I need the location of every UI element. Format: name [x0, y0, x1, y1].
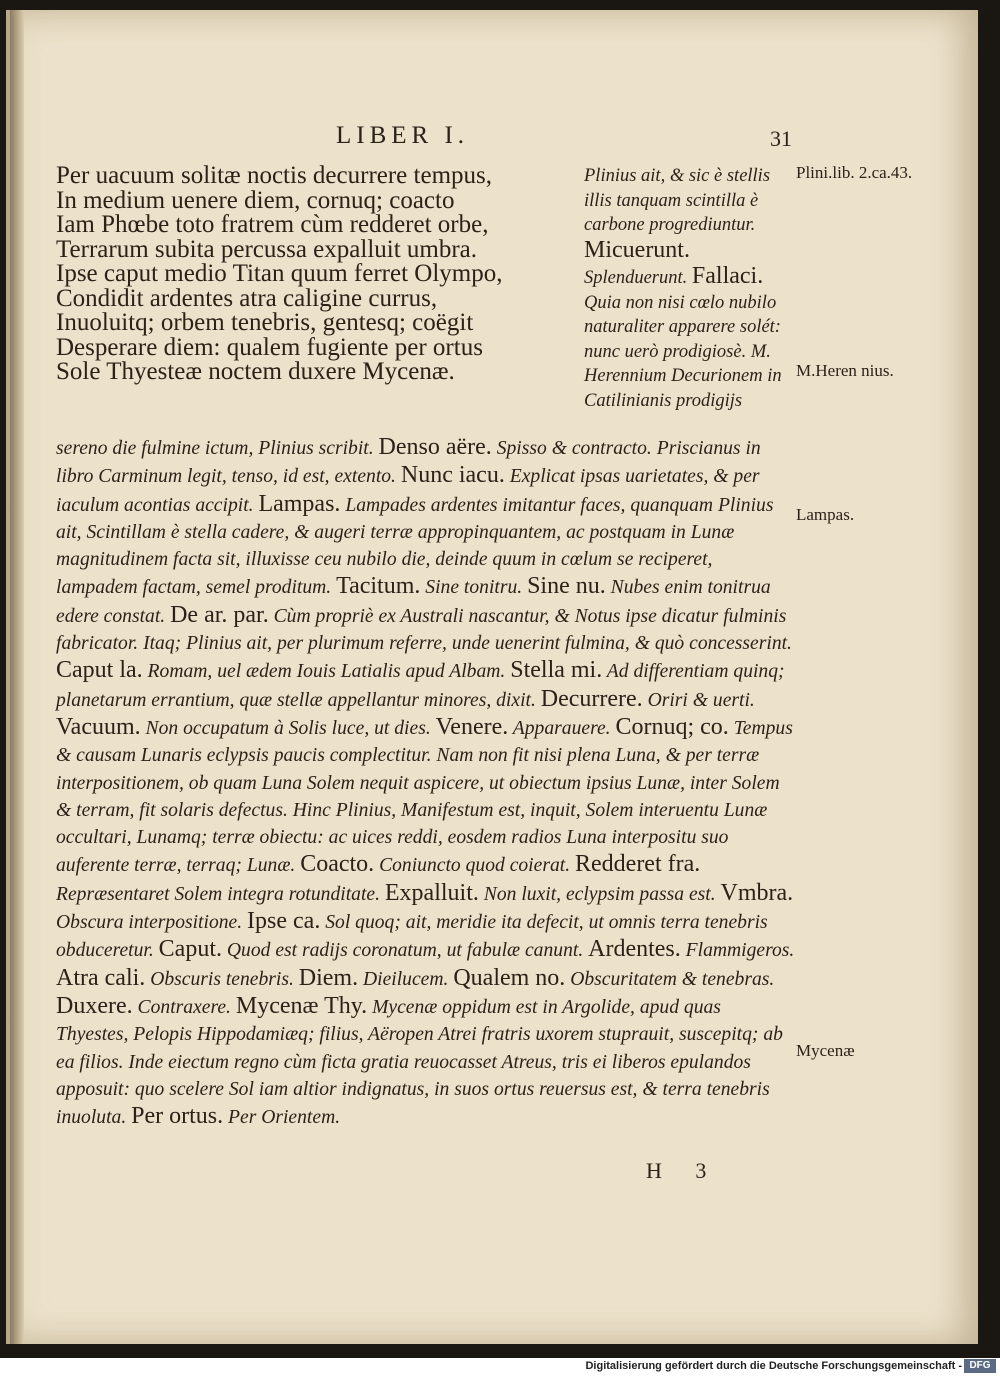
commentary-lemma: Redderet fra.: [575, 851, 701, 878]
commentary-lemma: Lampas.: [258, 490, 341, 517]
commentary-text: Non luxit, eclypsim passa est.: [478, 883, 721, 905]
verse-line: Per uacuum solitæ noctis decurrere tempus,: [56, 162, 492, 189]
commentary-text: Ad differentiam quinq; planetarum errantium, quæ stellæ appellantur minores, dixit.: [56, 661, 785, 711]
commentary-lemma: Qualem no.: [453, 964, 566, 991]
commentary-text: Quia non nisi cœlo nubilo naturaliter apparere solét: nunc uerò prodigiosè. M. Herennium Decurionem in Catilinianis prodigijs: [584, 292, 782, 411]
commentary-text: Coniuncto quod coierat.: [374, 855, 575, 877]
commentary-lemma: Stella mi.: [510, 657, 603, 684]
commentary-lemma: Caput.: [158, 936, 222, 963]
margin-note-plinius: Plini.lib. 2.ca.43.: [796, 163, 913, 182]
commentary-lemma: Caput la.: [56, 657, 143, 684]
running-title: LIBER I.: [336, 122, 470, 149]
verse-block: [56, 164, 502, 385]
commentary-text: Contraxere.: [132, 996, 236, 1018]
commentary-text: Romam, uel ædem Iouis Latialis apud Albam.: [142, 661, 511, 683]
margin-note-lampas: Lampas.: [796, 505, 855, 524]
commentary-text: Obscuris tenebris.: [145, 968, 299, 990]
verse-line: Iam Phœbe toto fratrem cùm redderet orbe,: [56, 211, 489, 238]
commentary-lemma: Fallaci.: [691, 263, 764, 289]
commentary-lemma: Tacitum.: [336, 573, 421, 600]
signature-mark: H 3: [646, 1158, 721, 1183]
commentary-lemma: Coacto.: [300, 851, 375, 878]
commentary-lemma: Vmbra.: [720, 879, 794, 906]
commentary-text: Quod est radijs coronatum, ut fabulæ canunt.: [222, 940, 589, 962]
commentary-text: sereno die fulmine ictum, Plinius scribit.: [56, 438, 379, 459]
dfg-logo: DFG: [964, 1359, 996, 1373]
commentary-text: Nubes enim tonitrua edere constat.: [56, 577, 771, 627]
page-spine-shadow: [10, 10, 24, 1344]
commentary-text: Mycenæ oppidum est in Argolide, apud quas Thyestes, Pelopis Hippodamiæq; filius, Aëropen Atrei fratris uxorem stuprauit, suscepitq; ab ea filios. Inde eiectum regno cùm ficta gratia reuocasset Atreus, tris ei liberos epulandos apposuit: quo scelere Sol iam altior indignatus, in suos ortus reuersus est, & terra tenebris inuoluta.: [56, 996, 783, 1129]
commentary-lemma: Per ortus.: [131, 1103, 224, 1130]
page-number: 31: [770, 126, 792, 151]
commentary-text: Apparauere.: [508, 717, 616, 739]
commentary-lemma: Atra cali.: [56, 964, 146, 991]
margin-note-mycenae: Mycenæ: [796, 1041, 855, 1060]
commentary-text: Obscuritatem & tenebras.: [565, 968, 775, 990]
commentary-text: Dieilucem.: [358, 968, 454, 990]
verse-line: Inuoluitq; orbem tenebris, gentesq; coëgit: [56, 309, 474, 336]
commentary-lemma: Mycenæ Thy.: [235, 992, 368, 1019]
commentary-lemma: Venere.: [435, 713, 509, 740]
commentary-lemma: Diem.: [298, 964, 359, 991]
verse-line: Ipse caput medio Titan quum ferret Olympo,: [56, 260, 503, 287]
verse-line: Sole Thyesteæ noctem duxere Mycenæ.: [56, 358, 455, 385]
commentary-text: Repræsentaret Solem integra rotunditate.: [56, 883, 385, 905]
commentary-text: Sol quoq; ait, meridie ita defecit, ut omnis terra tenebris obduceretur.: [56, 912, 768, 962]
verse-line: Condidit ardentes atra caligine currus,: [56, 284, 438, 312]
commentary-text: Explicat ipsas uarietates, & per iaculum acontias accipit.: [56, 466, 760, 516]
commentary-lemma: Cornuq; co.: [615, 713, 729, 740]
commentary-text: Non occupatum à Solis luce, ut dies.: [140, 717, 436, 739]
margin-note-herennius: M.Heren nius.: [796, 361, 894, 380]
commentary-text: Plinius ait, & sic è stellis illis tanquam scintilla è carbone progrediuntur.: [584, 166, 771, 235]
funding-credit: Digitalisierung gefördert durch die Deutsche Forschungsgemeinschaft -: [585, 1360, 962, 1372]
commentary-body: [56, 434, 796, 1131]
commentary-lemma: Denso aëre.: [378, 434, 492, 460]
commentary-lemma: Duxere.: [56, 992, 133, 1019]
commentary-column-top: [584, 164, 794, 413]
commentary-lemma: Decurrere.: [540, 685, 643, 712]
commentary-text: Oriri & uerti.: [642, 689, 755, 711]
commentary-text: Lampades ardentes imitantur faces, quanquam Plinius ait, Scintillam è stella cadere, & augeri terræ appropinquantem, ac postquam in Lunæ magnitudinem facta sit, illuxisse ceu nubilo die, deinde quum in cœlum se reciperet, lampadem factam, semel proditum.: [56, 494, 774, 599]
commentary-lemma: Ardentes.: [588, 936, 681, 963]
commentary-text: Cùm propriè ex Australi nascantur, & Notus ipse dicatur fulminis fabricator. Itaq; Plinius ait, per plurimum referre, unde uenerint fulmina, & quò concesserint.: [56, 605, 792, 655]
commentary-text: Spisso & contracto. Priscianus in libro Carminum legit, tenso, id est, extento.: [56, 438, 761, 488]
commentary-text: Splenduerunt.: [584, 268, 688, 288]
commentary-lemma: Nunc iacu.: [400, 462, 505, 489]
commentary-lemma: Ipse ca.: [247, 908, 321, 935]
commentary-lemma: De ar. par.: [170, 601, 269, 628]
commentary-text: Sine tonitru.: [420, 577, 528, 599]
verse-line: In medium uenere diem, cornuq; coacto: [56, 186, 455, 214]
book-page: [6, 10, 978, 1344]
commentary-lemma: Vacuum.: [56, 713, 141, 740]
verse-line: Desperare diem: qualem fugiente per ortus: [56, 333, 483, 361]
commentary-text: Obscura interpositione.: [56, 912, 248, 934]
commentary-text: Flammigeros.: [680, 940, 795, 962]
commentary-lemma: Sine nu.: [527, 573, 606, 600]
commentary-text: Tempus & causam Lunaris eclypsis paucis complectitur. Nam non fit nisi plena Luna, & per terræ interpositionem, ob quam Luna Solem nequit aspicere, ut obiectum ipsius Lunæ, inter Solem & terram, fit solaris defectus. Hinc Plinius, Manifestum est, inquit, Solem interuentu Lunæ occultari, Lunamq; terræ obiectu: ac uices reddi, eosdem radios Luna interpositu suo auferente terræ, terraq; Lunæ.: [56, 717, 793, 877]
verse-line: Terrarum subita percussa expalluit umbra.: [56, 235, 478, 263]
commentary-text: Per Orientem.: [223, 1107, 341, 1129]
commentary-lemma: Micuerunt.: [584, 236, 690, 263]
commentary-lemma: Expalluit.: [384, 879, 479, 906]
